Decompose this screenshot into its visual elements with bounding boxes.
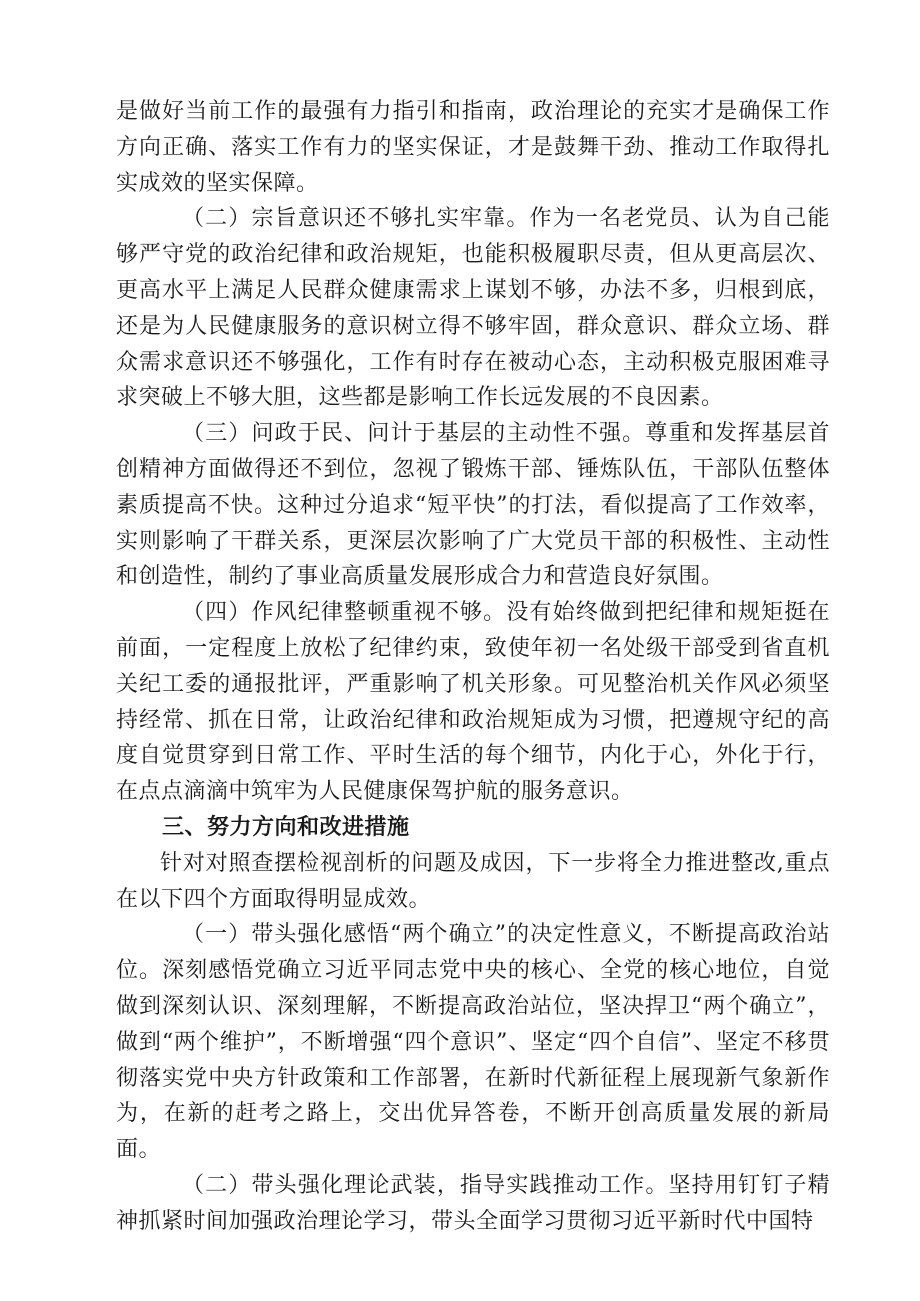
paragraph-two-establishes: （一）带头强化感悟“两个确立”的决定性意义，不断提高政治站位。深刻感悟党确立习近平同志党中央的核心、全党的核心地位，自觉做到深刻认识、深刻理解，不断提高政治站位，坚决捍卫“两个确立”，做到“两个维护”，不断增强“四个意识”、坚定“四个自信”、坚定不移贯彻落实党中央方针政策和工作部署，在新时代新征程上展现新气象新作为，在新的赶考之路上，交出优异答卷，不断开创高质量发展的新局面。	[116, 922, 830, 1163]
document-body	[116, 94, 830, 1240]
paragraph-purpose-awareness: （二）宗旨意识还不够扎实牢靠。作为一名老党员、认为自己能够严守党的政治纪律和政治规矩，也能积极履职尽责，但从更高层次、更高水平上满足人民群众健康需求上谋划不够，办法不多，归根到底，还是为人民健康服务的意识树立得不够牢固，群众意识、群众立场、群众需求意识还不够强化，工作有时存在被动心态，主动积极克服困难寻求突破上不够大胆，这些都是影响工作长远发展的不良因素。	[116, 206, 830, 411]
paragraph-rectification-intro: 针对对照查摆检视剖析的问题及成因，下一步将全力推进整改,重点在以下四个方面取得明显成效。	[116, 850, 830, 912]
paragraph-discipline-rectification: （四）作风纪律整顿重视不够。没有始终做到把纪律和规矩挺在前面，一定程度上放松了纪律约束，致使年初一名处级干部受到省直机关纪工委的通报批评，严重影响了机关形象。可见整治机关作风必须坚持经常、抓在日常，让政治纪律和政治规矩成为习惯，把遵规守纪的高度自觉贯穿到日常工作、平时生活的每个细节，内化于心，外化于行，在点点滴滴中筑牢为人民健康保驾护航的服务意识。	[116, 600, 830, 805]
section-heading-improvement-measures: 三、努力方向和改进措施	[162, 814, 410, 840]
paragraph-grassroots-initiative: （三）问政于民、问计于基层的主动性不强。尊重和发挥基层首创精神方面做得还不到位，忽视了锻炼干部、锤炼队伍，干部队伍整体素质提高不快。这种过分追求“短平快”的打法，看似提高了工作效率，实则影响了干群关系，更深层次影响了广大党员干部的积极性、主动性和创造性，制约了事业高质量发展形成合力和营造良好氛围。	[116, 421, 830, 590]
paragraph-theory-arming: （二）带头强化理论武装，指导实践推动工作。坚持用钉钉子精神抓紧时间加强政治理论学习，带头全面学习贯彻习近平新时代中国特	[116, 1172, 830, 1234]
paragraph-continuation: 是做好当前工作的最强有力指引和指南，政治理论的充实才是确保工作方向正确、落实工作有力的坚实保证，才是鼓舞干劲、推动工作取得扎实成效的坚实保障。	[116, 99, 830, 196]
